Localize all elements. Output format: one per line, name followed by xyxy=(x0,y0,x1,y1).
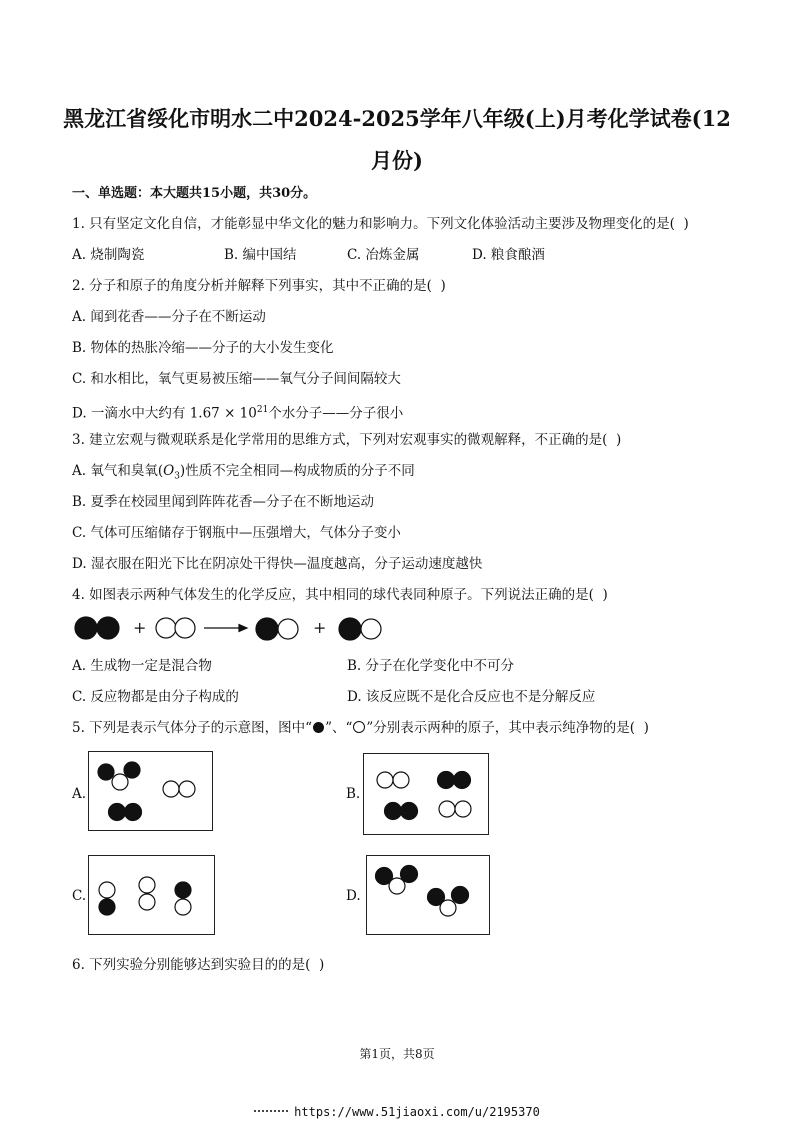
a-mol3-dark-1 xyxy=(109,804,126,821)
question-2-stem: 2. 分子和原子的角度分析并解释下列事实，其中不正确的是( ) xyxy=(72,278,446,294)
q3-option-c: C. 气体可压缩储存于钢瓶中—压强增大，气体分子变小 xyxy=(72,525,401,541)
b-mol4-light-1 xyxy=(439,801,455,817)
d-mol2-dark-2 xyxy=(452,887,469,904)
q5-stem-post: ”分别表示两种的原子，其中表示纯净物的是( ) xyxy=(366,720,649,736)
watermark-url-text: https://www.51jiaoxi.com/u/2195370 xyxy=(294,1105,540,1119)
a-mol1-dark-1 xyxy=(98,764,114,780)
q3-option-b: B. 夏季在校园里闻到阵阵花香—分子在不断地运动 xyxy=(72,494,375,510)
a-mol1-dark-2 xyxy=(124,762,140,778)
q1-option-c: C. 冶炼金属 xyxy=(347,247,420,263)
a-mol3-dark-2 xyxy=(125,804,142,821)
q3-option-d: D. 湿衣服在阳光下比在阴凉处干得快—温度越高，分子运动速度越快 xyxy=(72,556,483,572)
question-4-stem: 4. 如图表示两种气体发生的化学反应，其中相同的球代表同种原子。下列说法正确的是( ) xyxy=(72,587,608,603)
d-mol2-light xyxy=(440,900,456,916)
c-mol3-light xyxy=(175,899,191,915)
q1-option-a: A. 烧制陶瓷 xyxy=(72,247,145,263)
q5-label-c: C. xyxy=(72,888,87,904)
q2-option-d-post: 个水分子——分子很小 xyxy=(268,405,404,422)
b-mol2-dark-2 xyxy=(454,772,471,789)
question-6-stem: 6. 下列实验分别能够达到实验目的的是( ) xyxy=(72,957,325,973)
question-1-stem: 1. 只有坚定文化自信，才能彰显中华文化的魅力和影响力。下列文化体验活动主要涉及物理变化的是( ) xyxy=(72,216,689,232)
b-mol3-dark-1 xyxy=(385,803,402,820)
watermark-logo-icon xyxy=(254,1110,288,1116)
q2-option-c: C. 和水相比，氧气更易被压缩——氧气分子间间隔较大 xyxy=(72,371,401,387)
q5-stem-pre: 5. 下列是表示气体分子的示意图，图中“ xyxy=(72,720,313,736)
q2-option-a: A. 闻到花香——分子在不断运动 xyxy=(72,309,266,325)
d-mol1-light xyxy=(389,878,405,894)
q5-stem-mid: ”、“ xyxy=(325,720,353,736)
c-mol2-light-1 xyxy=(139,877,155,893)
q4-option-b: B. 分子在化学变化中不可分 xyxy=(347,658,515,674)
watermark-url xyxy=(0,1105,794,1119)
question-3-stem: 3. 建立宏观与微观联系是化学常用的思维方式，下列对宏观事实的微观解释，不正确的是( ) xyxy=(72,432,622,448)
c-mol1-dark xyxy=(99,899,115,915)
title-line-2: 月份) xyxy=(371,148,423,173)
section-heading: 一、单选题：本大题共15小题，共30分。 xyxy=(72,186,317,201)
c-mol3-dark xyxy=(175,882,191,898)
q4-option-d: D. 该反应既不是化合反应也不是分解反应 xyxy=(347,689,596,705)
b-mol2-dark-1 xyxy=(438,772,455,789)
q3-option-a-pre: A. 氧气和臭氧( xyxy=(72,463,164,479)
q1-option-b: B. 编中国结 xyxy=(224,247,297,263)
q5-label-d: D. xyxy=(346,888,361,904)
plus-sign-1: + xyxy=(133,618,147,637)
q2-option-d-exponent: 21 xyxy=(256,405,269,415)
c-mol2-light-2 xyxy=(139,894,155,910)
q5-label-b: B. xyxy=(346,786,361,802)
b-mol1-light-2 xyxy=(393,772,409,788)
q2-option-d-pre: D. 一滴水中大约有 1.67 × 10 xyxy=(72,405,257,422)
b-mol3-dark-2 xyxy=(401,803,418,820)
a-mol2-light-2 xyxy=(179,781,195,797)
title-line-1: 黑龙江省绥化市明水二中2024-2025学年八年级(上)月考化学试卷(12 xyxy=(63,106,731,131)
plus-sign-2: + xyxy=(313,618,327,637)
q4-option-c: C. 反应物都是由分子构成的 xyxy=(72,689,239,705)
q3-option-a-post: )性质不完全相同—构成物质的分子不同 xyxy=(179,463,415,479)
q3-formula-subscript: 3 xyxy=(174,471,180,482)
q4-option-a: A. 生成物一定是混合物 xyxy=(72,658,212,674)
a-mol1-light xyxy=(112,774,128,790)
q5-label-a: A. xyxy=(72,786,87,802)
q3-formula: O xyxy=(163,463,175,479)
q2-option-b: B. 物体的热胀冷缩——分子的大小发生变化 xyxy=(72,340,334,356)
a-mol2-light-1 xyxy=(163,781,179,797)
b-mol1-light-1 xyxy=(377,772,393,788)
q1-option-d: D. 粮食酿酒 xyxy=(472,247,545,263)
c-mol1-light xyxy=(99,882,115,898)
page-footer: 第1页，共8页 xyxy=(359,1047,435,1061)
b-mol4-light-2 xyxy=(455,801,471,817)
